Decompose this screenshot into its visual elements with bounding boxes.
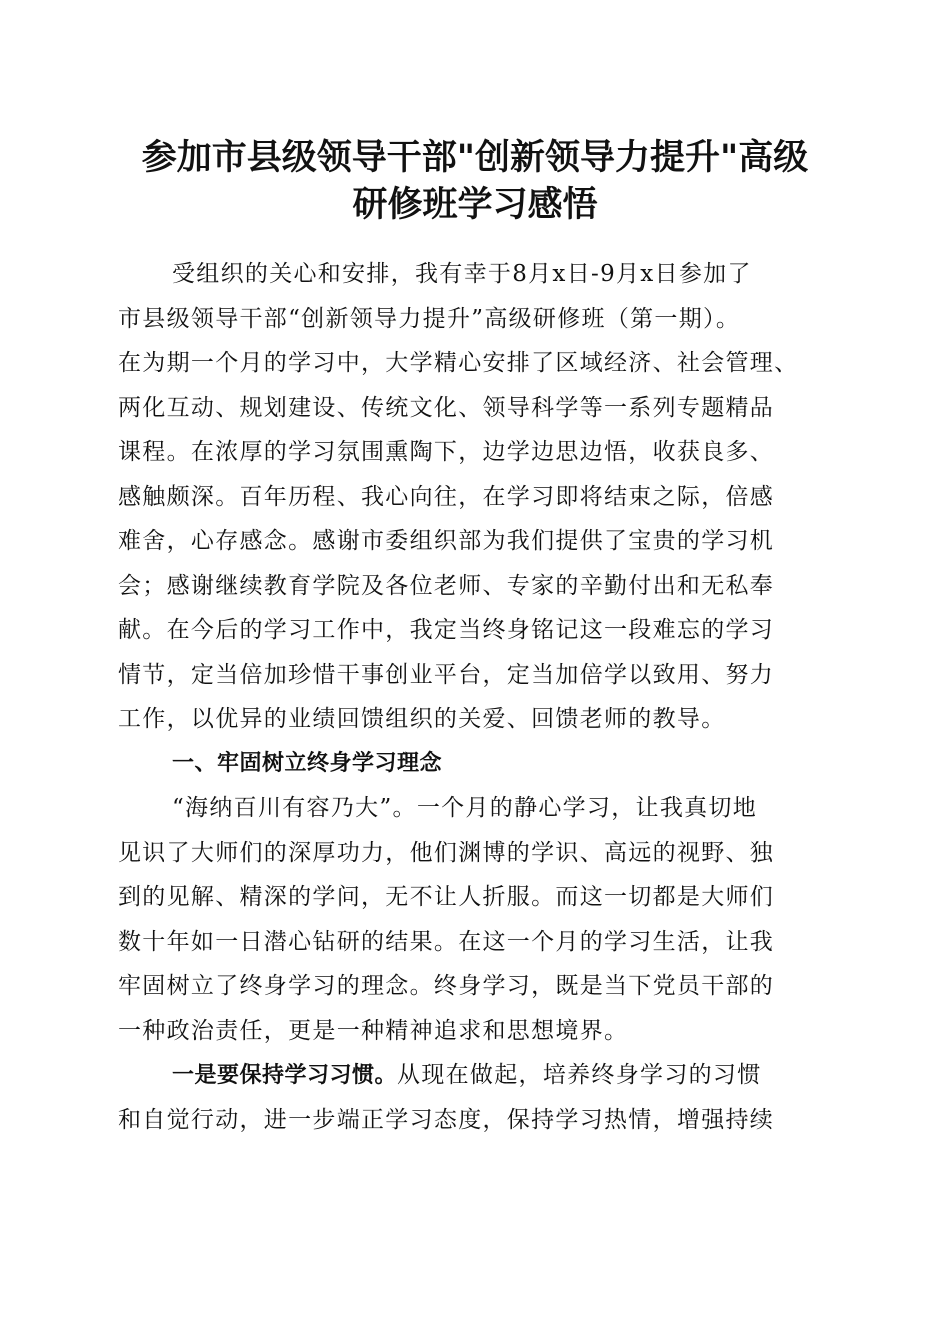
text-line: 在为期一个月的学习中，大学精心安排了区域经济、社会管理、 [118,350,799,376]
point-text: 从现在做起，培养终身学习的习惯 [397,1062,762,1088]
text-line: 两化互动、规划建设、传统文化、领导科学等一系列专题精品 [118,394,775,421]
text-line [118,1053,833,1098]
document-title [100,134,850,228]
text-line: 献。在今后的学习工作中，我定当终身铭记这一段难忘的学习 [118,617,775,643]
text-line: 一种政治责任，更是一种精神追求和思想境界。 [118,1017,629,1044]
text-line: 见识了大师们的深厚功力，他们渊博的学识、高远的视野、独 [118,839,775,866]
text-line: 受组织的关心和安排，我有幸于8月x日-9月x日参加了 [172,261,752,287]
text-line: “海纳百川有容乃大”。一个月的静心学习，让我真切地 [172,795,758,821]
title-line-2: 研修班学习感悟 [352,184,598,225]
text-line: 牢固树立了终身学习的理念。终身学习，既是当下党员干部的 [118,973,775,999]
text-line: 课程。在浓厚的学习氛围熏陶下，边学边思边悟，收获良多、 [118,439,775,465]
title-line-1: 参加市县级领导干部"创新领导力提升"高级 [141,137,809,178]
document-body [118,252,833,1142]
text-line: 数十年如一日潜心钻研的结果。在这一个月的学习生活，让我 [118,928,775,955]
text-line: 会；感谢继续教育学院及各位老师、专家的辛勤付出和无私奉 [118,572,775,599]
text-line: 难舍，心存感念。感谢市委组织部为我们提供了宝贵的学习机 [118,528,775,554]
text-line: 到的见解、精深的学问，无不让人折服。而这一切都是大师们 [118,884,775,910]
text-line: 情节，定当倍加珍惜干事创业平台，定当加倍学以致用、努力 [118,661,775,688]
text-line: 工作，以优异的业绩回馈组织的关爱、回馈老师的教导。 [118,706,726,732]
paragraph-section-1 [118,786,833,1053]
text-line: 和自觉行动，进一步端正学习态度，保持学习热情，增强持续 [118,1106,775,1133]
text-line: 市县级领导干部“创新领导力提升”高级研修班（第一期）。 [118,305,741,332]
text-line: 感触颇深。百年历程、我心向往，在学习即将结束之际，倍感 [118,483,775,510]
paragraph-intro [118,252,833,742]
paragraph-point-1 [118,1053,833,1142]
section-heading: 一、牢固树立终身学习理念 [172,750,443,776]
point-lead: 一是要保持学习习惯。 [172,1063,398,1088]
